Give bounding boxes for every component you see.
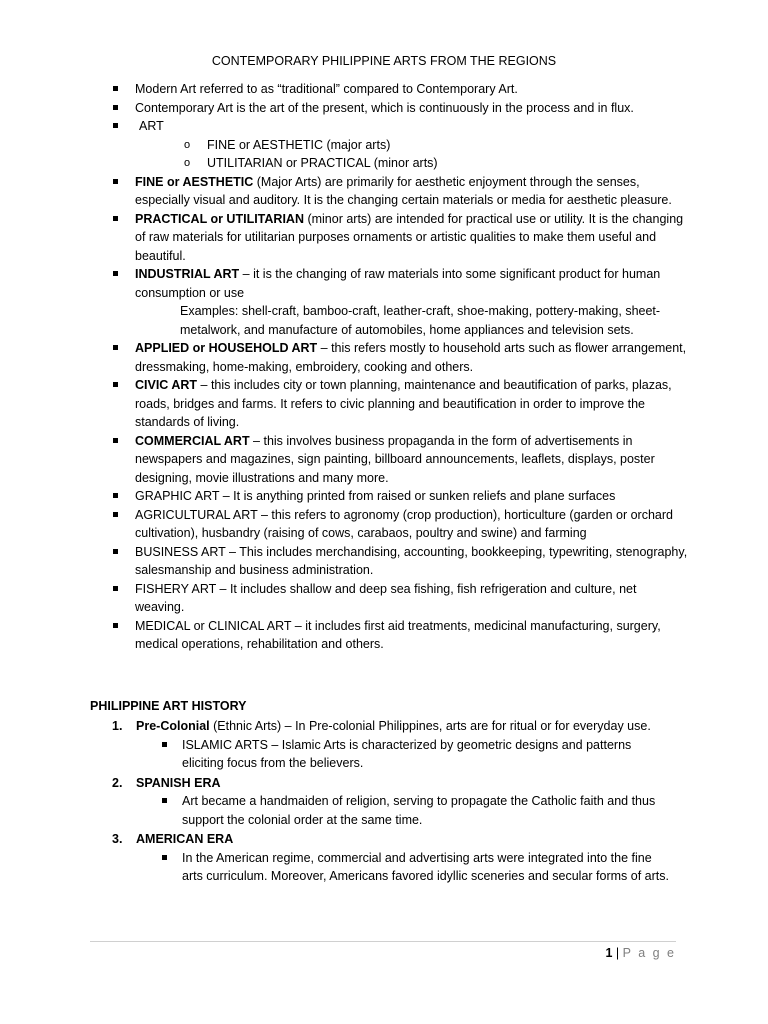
list-item: GRAPHIC ART – It is anything printed from raised or sunken reliefs and plane surfaces (108, 487, 688, 506)
square-bullet-icon (113, 271, 118, 276)
square-bullet-icon (162, 798, 167, 803)
section-heading: PHILIPPINE ART HISTORY (90, 699, 247, 713)
square-bullet-icon (113, 105, 118, 110)
square-bullet-icon (113, 549, 118, 554)
page-number: 1 (605, 946, 613, 960)
item-number: 1. (112, 719, 123, 733)
sub-list-item: Art became a handmaiden of religion, serving to propagate the Catholic faith and thus support the colonial order at the same time. (158, 792, 672, 829)
square-bullet-icon (113, 382, 118, 387)
list-item: CIVIC ART – this includes city or town planning, maintenance and beautification of parks, plazas, roads, bridges and farms. It refers to civic planning and beautification in order to improve the standards of living. (108, 376, 688, 432)
sub-list-item: o UTILITARIAN or PRACTICAL (minor arts) (180, 154, 688, 173)
document-title: CONTEMPORARY PHILIPPINE ARTS FROM THE REGIONS (211, 54, 557, 68)
sub-list-item: ISLAMIC ARTS – Islamic Arts is characterized by geometric designs and patterns eliciting focus from the believers. (158, 736, 672, 773)
list-item: MEDICAL or CLINICAL ART – it includes first aid treatments, medicinal manufacturing, surgery, medical operations, rehabilitation and others. (108, 617, 688, 654)
list-item: BUSINESS ART – This includes merchandising, accounting, bookkeeping, typewriting, stenography, salesmanship and business administration. (108, 543, 688, 580)
art-types-list (108, 80, 688, 654)
square-bullet-icon (113, 179, 118, 184)
square-bullet-icon (162, 855, 167, 860)
era-sublist (136, 736, 672, 773)
footer-divider (90, 941, 676, 942)
list-item: PRACTICAL or UTILITARIAN (minor arts) are intended for practical use or utility. It is the changing of raw materials for utilitarian purposes ornaments or artistic qualities to make them useful and beautiful. (108, 210, 688, 266)
square-bullet-icon (113, 586, 118, 591)
sub-list-item: o FINE or AESTHETIC (major arts) (180, 136, 688, 155)
square-bullet-icon (113, 493, 118, 498)
list-item: AGRICULTURAL ART – this refers to agronomy (crop production), horticulture (garden or orchard cultivation), husbandry (raising of cows, carabaos, poultry and swine) and farming (108, 506, 688, 543)
list-item: INDUSTRIAL ART – it is the changing of raw materials into some significant product for human consumption or use Examples: shell-craft, bamboo-craft, leather-craft, shoe-making, pottery-making, sheet-metalwork, and manufacture of automobiles, home appliances and television sets. (108, 265, 688, 339)
art-sublist (135, 136, 688, 173)
list-item: Modern Art referred to as “traditional” compared to Contemporary Art. (108, 80, 688, 99)
page-label: P a g e (622, 946, 676, 960)
art-history-list (112, 717, 672, 887)
list-item: FISHERY ART – It includes shallow and deep sea fishing, fish refrigeration and culture, net weaving. (108, 580, 688, 617)
square-bullet-icon (113, 623, 118, 628)
page-footer (605, 944, 676, 962)
numbered-item: 3. AMERICAN ERA In the American regime, commercial and advertising arts were integrated into the fine arts curriculum. Moreover, Americans favored idyllic sceneries and secular forms of arts. (112, 830, 672, 886)
footer-separator: | (615, 946, 620, 960)
era-sublist (136, 792, 672, 829)
list-item: ART o FINE or AESTHETIC (major arts) o UTILITARIAN or PRACTICAL (minor arts) (108, 117, 688, 173)
list-item: FINE or AESTHETIC (Major Arts) are primarily for aesthetic enjoyment through the senses, especially visual and auditory. It is the changing certain materials or media for aesthetic pleasure. (108, 173, 688, 210)
square-bullet-icon (113, 216, 118, 221)
item-number: 2. (112, 775, 123, 790)
square-bullet-icon (113, 86, 118, 91)
item-number: 3. (112, 832, 123, 846)
square-bullet-icon (113, 512, 118, 517)
circle-bullet-icon: o (184, 157, 191, 169)
examples-note: Examples: shell-craft, bamboo-craft, leather-craft, shoe-making, pottery-making, sheet-metalwork, and manufacture of automobiles, home appliances and television sets. (180, 304, 661, 337)
numbered-item: 2. SPANISH ERA Art became a handmaiden of religion, serving to propagate the Catholic faith and thus support the colonial order at the same time. (112, 774, 672, 830)
square-bullet-icon (113, 438, 118, 443)
era-sublist (136, 849, 672, 886)
sub-list-item: In the American regime, commercial and advertising arts were integrated into the fine arts curriculum. Moreover, Americans favored idyllic sceneries and secular forms of arts. (158, 849, 672, 886)
square-bullet-icon (113, 345, 118, 350)
square-bullet-icon (162, 742, 167, 747)
list-item: APPLIED or HOUSEHOLD ART – this refers mostly to household arts such as flower arrangement, dressmaking, home-making, embroidery, cooking and others. (108, 339, 688, 376)
list-item: Contemporary Art is the art of the present, which is continuously in the process and in flux. (108, 99, 688, 118)
list-item: COMMERCIAL ART – this involves business propaganda in the form of advertisements in newspapers and magazines, sign painting, billboard announcements, leaflets, displays, poster designing, movie illustrations and many more. (108, 432, 688, 488)
numbered-item: 1. Pre-Colonial (Ethnic Arts) – In Pre-colonial Philippines, arts are for ritual or for everyday use. ISLAMIC ARTS – Islamic Arts is characterized by geometric designs and patterns eliciting focus from the believers. (112, 717, 672, 773)
circle-bullet-icon: o (184, 138, 191, 151)
square-bullet-icon (113, 123, 118, 128)
